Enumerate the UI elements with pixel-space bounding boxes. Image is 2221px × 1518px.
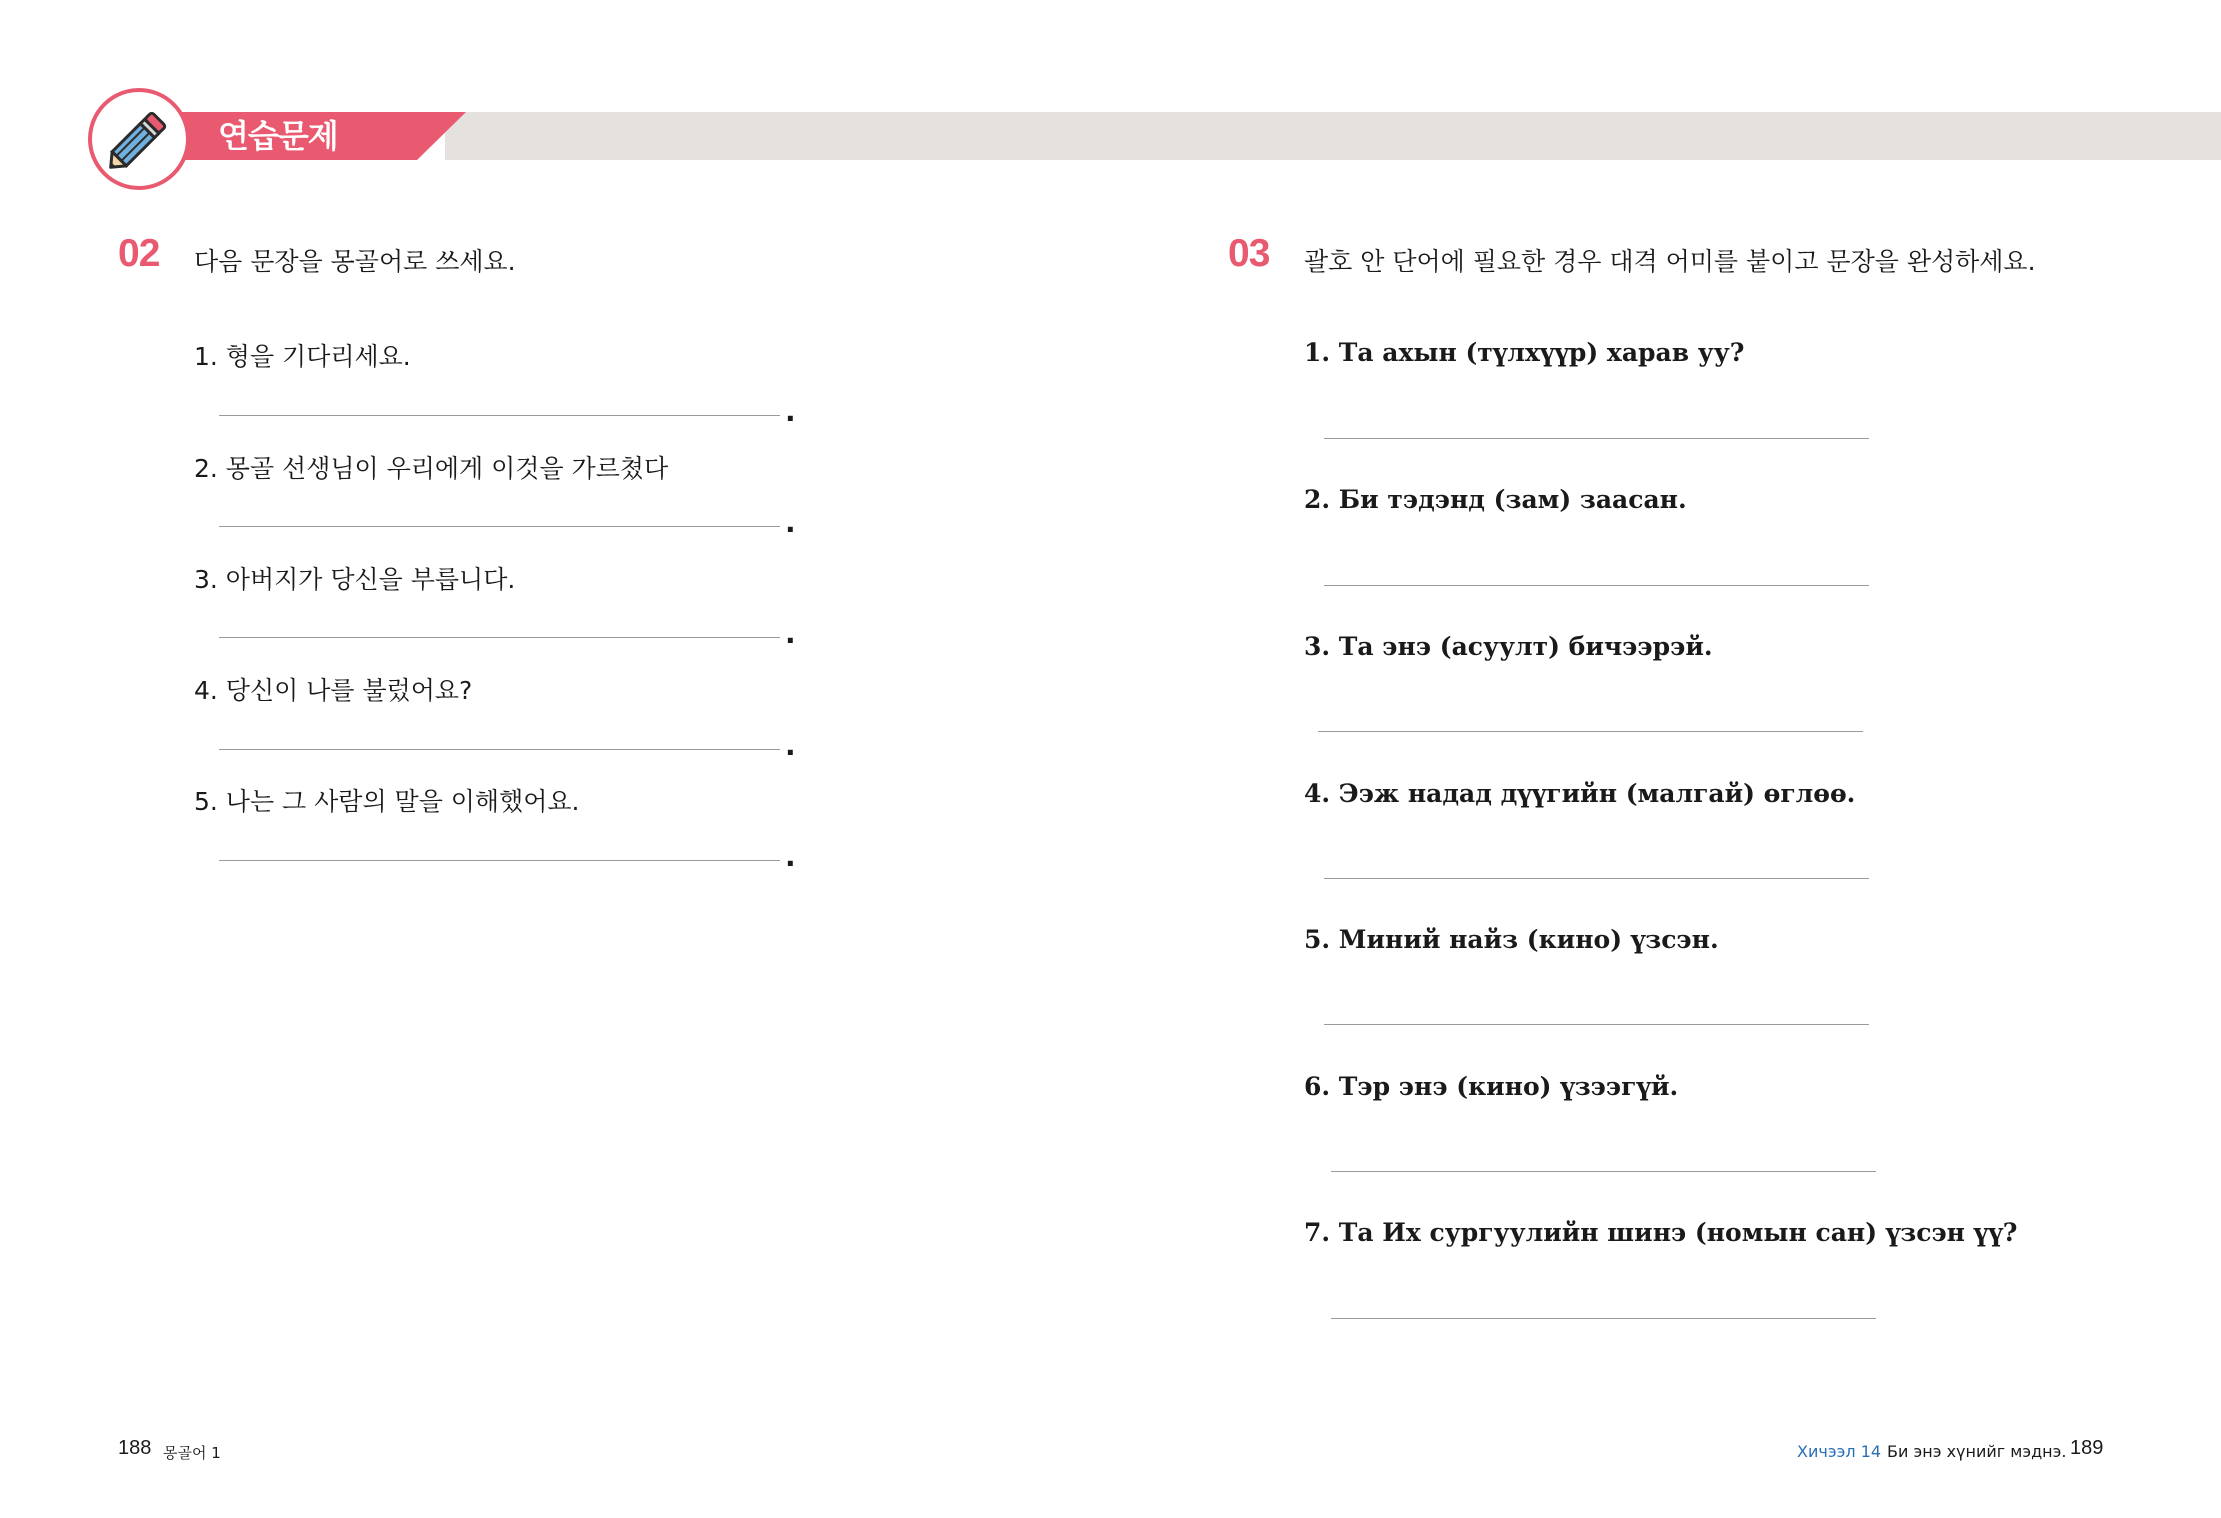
s2-period-5: . xyxy=(785,840,796,873)
s3-answer-line-5[interactable] xyxy=(1324,1024,1869,1025)
s2-answer-line-2[interactable] xyxy=(219,526,780,527)
s3-question-1: 1. Та ахын (түлхүүр) харав уу? xyxy=(1304,338,1745,367)
pencil-badge xyxy=(88,88,190,190)
s3-answer-line-4[interactable] xyxy=(1324,878,1869,879)
s3-question-3: 3. Та энэ (асуулт) бичээрэй. xyxy=(1304,632,1713,661)
s2-question-1: 1. 형을 기다리세요. xyxy=(194,342,411,371)
s3-question-5: 5. Миний найз (кино) үзсэн. xyxy=(1304,925,1719,954)
s3-question-2: 2. Би тэдэнд (зам) заасан. xyxy=(1304,485,1687,514)
s2-question-5: 5. 나는 그 사람의 말을 이해했어요. xyxy=(194,787,580,816)
s3-question-7: 7. Та Их сургуулийн шинэ (номын сан) үзсэн үү? xyxy=(1304,1218,2018,1247)
s2-period-2: . xyxy=(785,506,796,539)
s2-question-2: 2. 몽골 선생님이 우리에게 이것을 가르쳤다 xyxy=(194,454,669,483)
section-02-number: 02 xyxy=(118,232,160,275)
s2-answer-line-5[interactable] xyxy=(219,860,780,861)
s2-answer-line-1[interactable] xyxy=(219,415,780,416)
s3-answer-line-3[interactable] xyxy=(1318,731,1863,732)
section-03-instruction: 괄호 안 단어에 필요한 경우 대격 어미를 붙이고 문장을 완성하세요. xyxy=(1304,247,2036,276)
page-title: 연습문제 xyxy=(218,117,338,155)
chapter-label: Хичээл 14 xyxy=(1797,1442,1882,1461)
s3-answer-line-2[interactable] xyxy=(1324,585,1869,586)
pencil-icon xyxy=(99,99,179,179)
s2-period-1: . xyxy=(785,395,796,428)
s3-answer-line-7[interactable] xyxy=(1331,1318,1876,1319)
header-banner-bar xyxy=(445,112,2221,160)
s2-answer-line-3[interactable] xyxy=(219,637,780,638)
s2-question-3: 3. 아버지가 당신을 부릅니다. xyxy=(194,565,516,594)
s2-question-4: 4. 당신이 나를 불렀어요? xyxy=(194,676,473,705)
s2-answer-line-4[interactable] xyxy=(219,749,780,750)
s3-question-6: 6. Тэр энэ (кино) үзээгүй. xyxy=(1304,1072,1679,1101)
s3-answer-line-1[interactable] xyxy=(1324,438,1869,439)
chapter-title: Би энэ хүнийг мэднэ. xyxy=(1887,1442,2067,1461)
left-book-title: 몽골어 1 xyxy=(163,1444,221,1462)
right-page-number: 189 xyxy=(2070,1437,2104,1459)
s2-period-4: . xyxy=(785,729,796,762)
s3-question-4: 4. Ээж надад дүүгийн (малгай) өглөө. xyxy=(1304,779,1856,808)
left-page-number: 188 xyxy=(118,1437,152,1459)
section-03-number: 03 xyxy=(1228,232,1270,275)
s2-period-3: . xyxy=(785,617,796,650)
section-02-instruction: 다음 문장을 몽골어로 쓰세요. xyxy=(194,247,516,276)
s3-answer-line-6[interactable] xyxy=(1331,1171,1876,1172)
